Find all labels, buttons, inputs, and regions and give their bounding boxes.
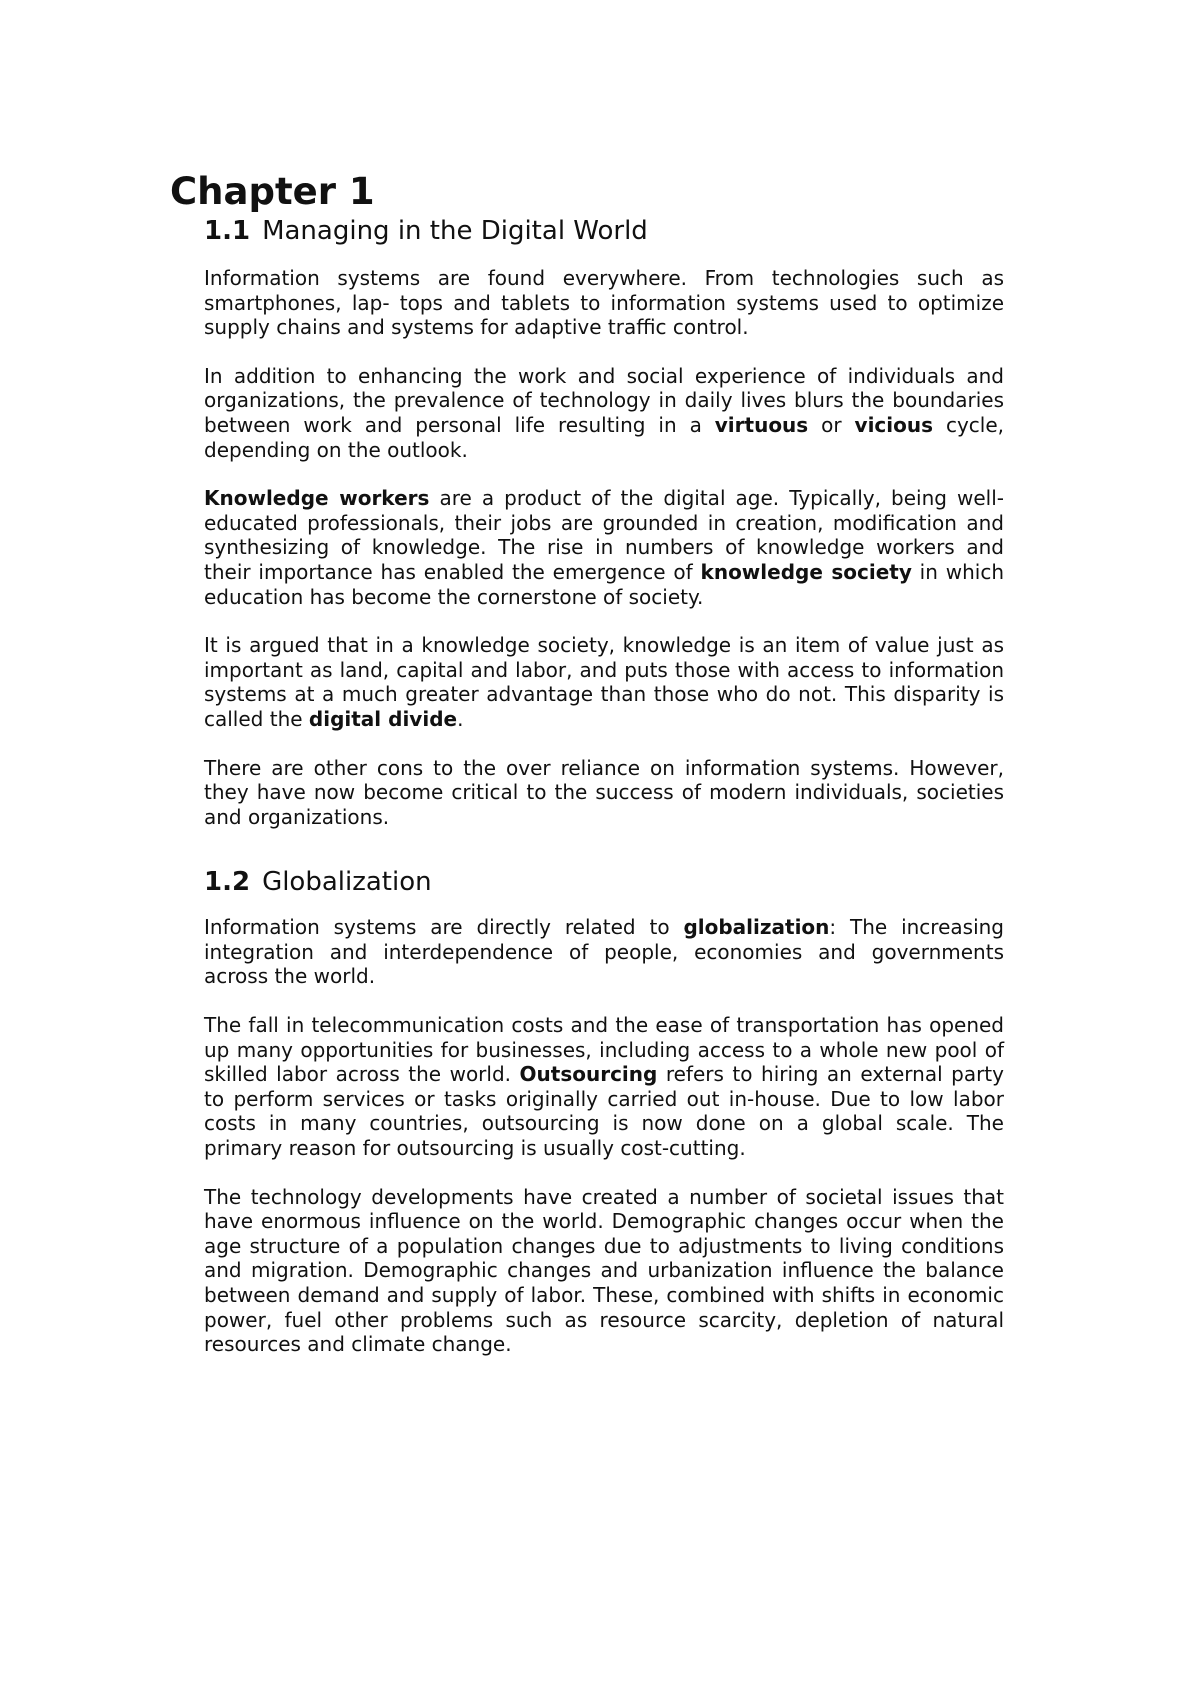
text-run: cycle, depending on the outlook. <box>204 412 1005 462</box>
term-virtuous: virtuous <box>714 412 809 437</box>
chapter-content <box>204 212 1004 1381</box>
text-run: : The increasing integration and interdependence of people, economies and governments across the world. <box>204 915 1004 989</box>
section-number: 1.2 <box>204 867 251 898</box>
paragraph-info-systems-everywhere: Information systems are found everywhere. From technologies such as smartphones, lap- tops and tablets to information systems used to optimize supply chains and systems for adaptive traffic control. <box>204 266 1004 340</box>
paragraph-globalization <box>204 915 1004 989</box>
paragraph-work-life-boundaries <box>204 364 1004 462</box>
text-run: or <box>808 412 855 437</box>
text-run: It is argued that in a knowledge society, knowledge is an item of value just as important as land, capital and labor, and puts those with access to information systems at a much greater advantage than those who do not. This disparity is called the <box>204 633 1004 731</box>
term-outsourcing: Outsourcing <box>519 1062 658 1087</box>
paragraph-digital-divide <box>204 633 1004 731</box>
paragraph-societal-issues: The technology developments have created a number of societal issues that have enormous influence on the world. Demographic changes occur when the age structure of a population changes due to adjustments to living conditions and migration. Demographic changes and urbanization influence the balance between demand and supply of labor. These, combined with shifts in economic power, fuel other problems such as resource scarcity, depletion of natural resources and climate change. <box>204 1184 1004 1357</box>
section-number: 1.1 <box>204 216 251 246</box>
text-run: Information systems are directly related to <box>204 915 684 940</box>
text-run: are a product of the digital age. Typically, being well-educated professionals, their jobs are grounded in creation, modification and synthesizing of knowledge. The rise in numbers of knowledge workers and their importance has enabled the emergence of <box>204 486 1004 584</box>
term-knowledge-society: knowledge society <box>700 559 912 584</box>
text-run: The fall in telecommunication costs and the ease of transportation has opened up many opportunities for businesses, including access to a whole new pool of skilled labor across the world. <box>204 1013 1004 1087</box>
text-run: in which education has become the cornerstone of society. <box>204 559 1005 609</box>
section-title: Globalization <box>262 867 432 898</box>
term-digital-divide: digital divide <box>308 706 458 731</box>
paragraph-over-reliance: There are other cons to the over reliance on information systems. However, they have now become critical to the success of modern individuals, societies and organizations. <box>204 755 1004 829</box>
term-vicious: vicious <box>854 412 934 437</box>
chapter-title: Chapter 1 <box>170 170 375 213</box>
paragraph-knowledge-workers <box>204 486 1004 609</box>
section-title: Managing in the Digital World <box>262 216 648 246</box>
paragraph-outsourcing <box>204 1013 1004 1161</box>
text-run: . <box>457 706 464 731</box>
text-run: In addition to enhancing the work and social experience of individuals and organizations, the prevalence of technology in daily lives blurs the boundaries between work and personal life resulting in a <box>204 363 1004 437</box>
term-globalization: globalization <box>683 915 830 940</box>
section-heading-globalization <box>204 863 1004 901</box>
section-heading-managing <box>204 212 1004 250</box>
text-run: refers to hiring an external party to perform services or tasks originally carried out in-house. Due to low labor costs in many countries, outsourcing is now done on a global scale. The primary reason for outsourcing is usually cost-cutting. <box>204 1062 1004 1161</box>
term-knowledge-workers: Knowledge workers <box>204 486 430 511</box>
